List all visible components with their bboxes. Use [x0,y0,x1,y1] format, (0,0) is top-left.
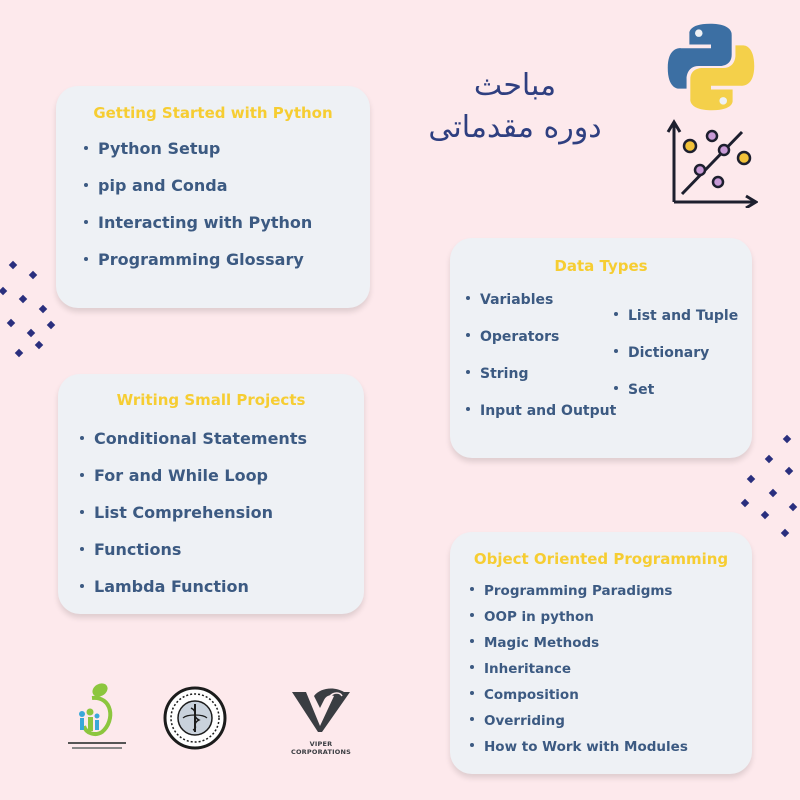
list-item: Overriding [470,713,565,729]
viper-corporations-logo [286,686,356,756]
list-item: Programming Paradigms [470,583,672,599]
card-title: Getting Started with Python [93,104,333,122]
list-item: OOP in python [470,609,594,625]
card-title: Writing Small Projects [116,391,306,409]
list-item: Composition [470,687,579,703]
python-logo-icon [664,20,758,114]
university-seal-logo [163,686,227,750]
card-getting-started [56,86,370,308]
list-item: Set [614,382,654,398]
list-item: How to Work with Modules [470,739,688,755]
list-item: Interacting with Python [84,213,312,232]
scatter-plot-icon [664,118,758,208]
card-small-projects [58,374,364,614]
list-item: Variables [466,292,553,308]
list-item: Inheritance [470,661,571,677]
list-item: pip and Conda [84,176,228,195]
list-item: Magic Methods [470,635,599,651]
list-item: Functions [80,540,181,559]
card-title: Data Types [554,257,648,275]
list-item: Conditional Statements [80,429,307,448]
page-heading [400,66,630,150]
viper-logo-text: VIPER CORPORATIONS [290,740,352,756]
card-title: Object Oriented Programming [473,550,729,568]
list-item: Operators [466,329,559,345]
card-oop [450,532,752,774]
list-item: String [466,366,528,382]
list-item: Python Setup [84,139,220,158]
list-item: For and While Loop [80,466,268,485]
list-item: Input and Output [466,403,616,419]
list-item: Dictionary [614,345,709,361]
list-item: Programming Glossary [84,250,304,269]
family-health-logo [62,680,132,760]
card-data-types [450,238,752,458]
list-item: Lambda Function [80,577,249,596]
heading-line-2: دوره مقدماتی [428,110,602,145]
list-item: List Comprehension [80,503,273,522]
heading-line-1: مباحث [473,68,557,103]
list-item: List and Tuple [614,308,738,324]
